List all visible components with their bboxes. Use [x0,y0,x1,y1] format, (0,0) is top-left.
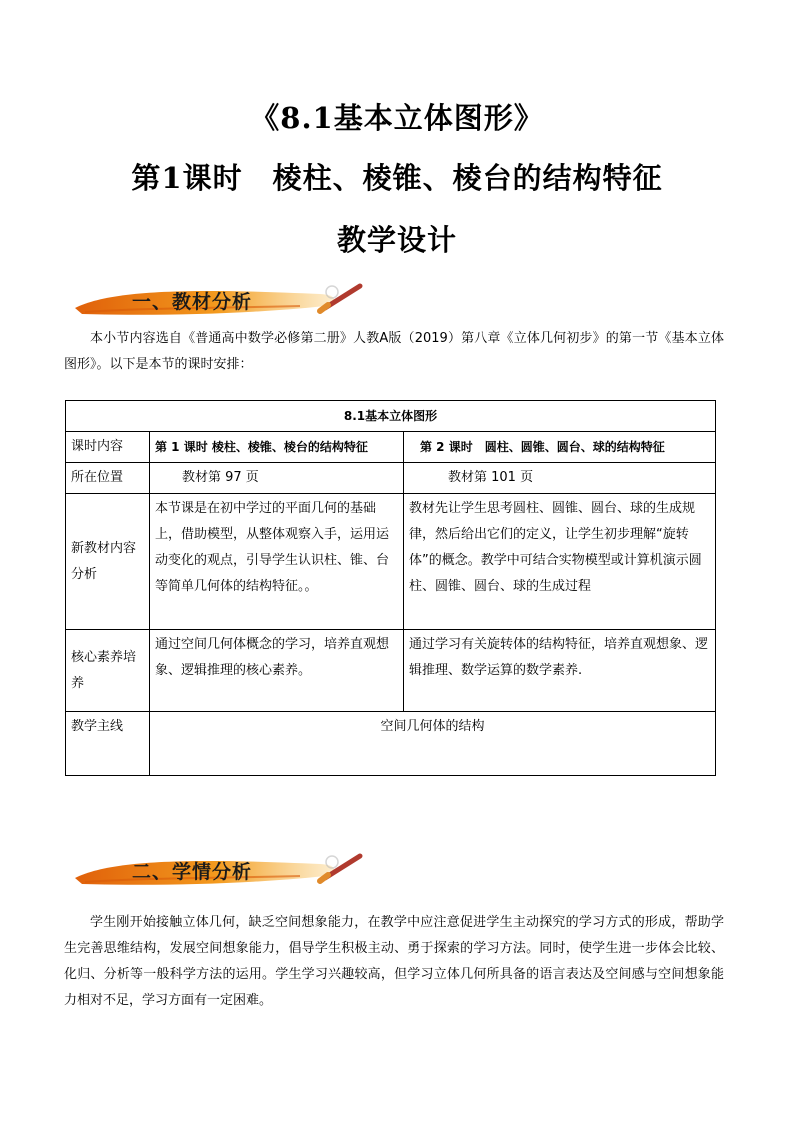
cell: 通过空间几何体概念的学习，培养直观想象、逻辑推理的核心素养。 [150,630,404,712]
section-banner-textbook [70,278,370,324]
doc-title: 《8.1基本立体图形》 [250,101,544,135]
cell: 第 2 课时 圆柱、圆锥、圆台、球的结构特征 [404,432,716,463]
section-banner-student [70,848,370,894]
cell: 教材第 101 页 [404,463,716,494]
row-label: 核心素养培养 [66,630,150,712]
student-analysis-paragraph: 学生刚开始接触立体几何，缺乏空间想象能力，在教学中应注意促进学生主动探究的学习方式的形成，帮助学生完善思维结构，发展空间想象能力，倡导学生积极主动、勇于探索的学习方法。同时，使学生进一步体会比较、化归、分析等一般科学方法的运用。学生学习兴趣较高，但学习立体几何所具备的语言表达及空间感与空间想象能力相对不足，学习方面有一定困难。 [64,915,724,1008]
row-label: 所在位置 [66,463,150,494]
doc-title-design: 教学设计 [336,223,457,257]
table-row [66,463,716,494]
cell: 第 1 课时 棱柱、棱锥、棱台的结构特征 [150,432,404,463]
row-label: 课时内容 [66,432,150,463]
cell: 教材先让学生思考圆柱、圆锥、圆台、球的生成规律，然后给出它们的定义，让学生初步理解“旋转体”的概念。教学中可结合实物模型或计算机演示圆柱、圆锥、圆台、球的生成过程 [404,494,716,630]
table-row [66,712,716,776]
cell: 本节课是在初中学过的平面几何的基础上，借助模型，从整体观察入手，运用运动变化的观点，引导学生认识柱、锥、台等简单几何体的结构特征。。 [150,494,404,630]
cell-merged: 空间几何体的结构 [150,712,716,776]
doc-subtitle: 第1课时 棱柱、棱锥、棱台的结构特征 [131,161,663,195]
table-row [66,630,716,712]
row-label: 新教材内容分析 [66,494,150,630]
cell: 通过学习有关旋转体的结构特征，培养直观想象、逻辑推理、数学运算的数学素养. [404,630,716,712]
lesson-schedule-table [65,400,716,776]
section-label: 一、教材分析 [132,291,253,313]
row-label: 教学主线 [66,712,150,776]
intro-paragraph: 本小节内容选自《普通高中数学必修第二册》人教A版（2019）第八章《立体几何初步》的第一节《基本立体图形》。以下是本节的课时安排： [64,331,724,372]
cell: 教材第 97 页 [150,463,404,494]
table-row [66,494,716,630]
table-header: 8.1基本立体图形 [66,401,716,432]
table-row [66,432,716,463]
table-row [66,401,716,432]
section-label: 二、学情分析 [132,861,253,883]
